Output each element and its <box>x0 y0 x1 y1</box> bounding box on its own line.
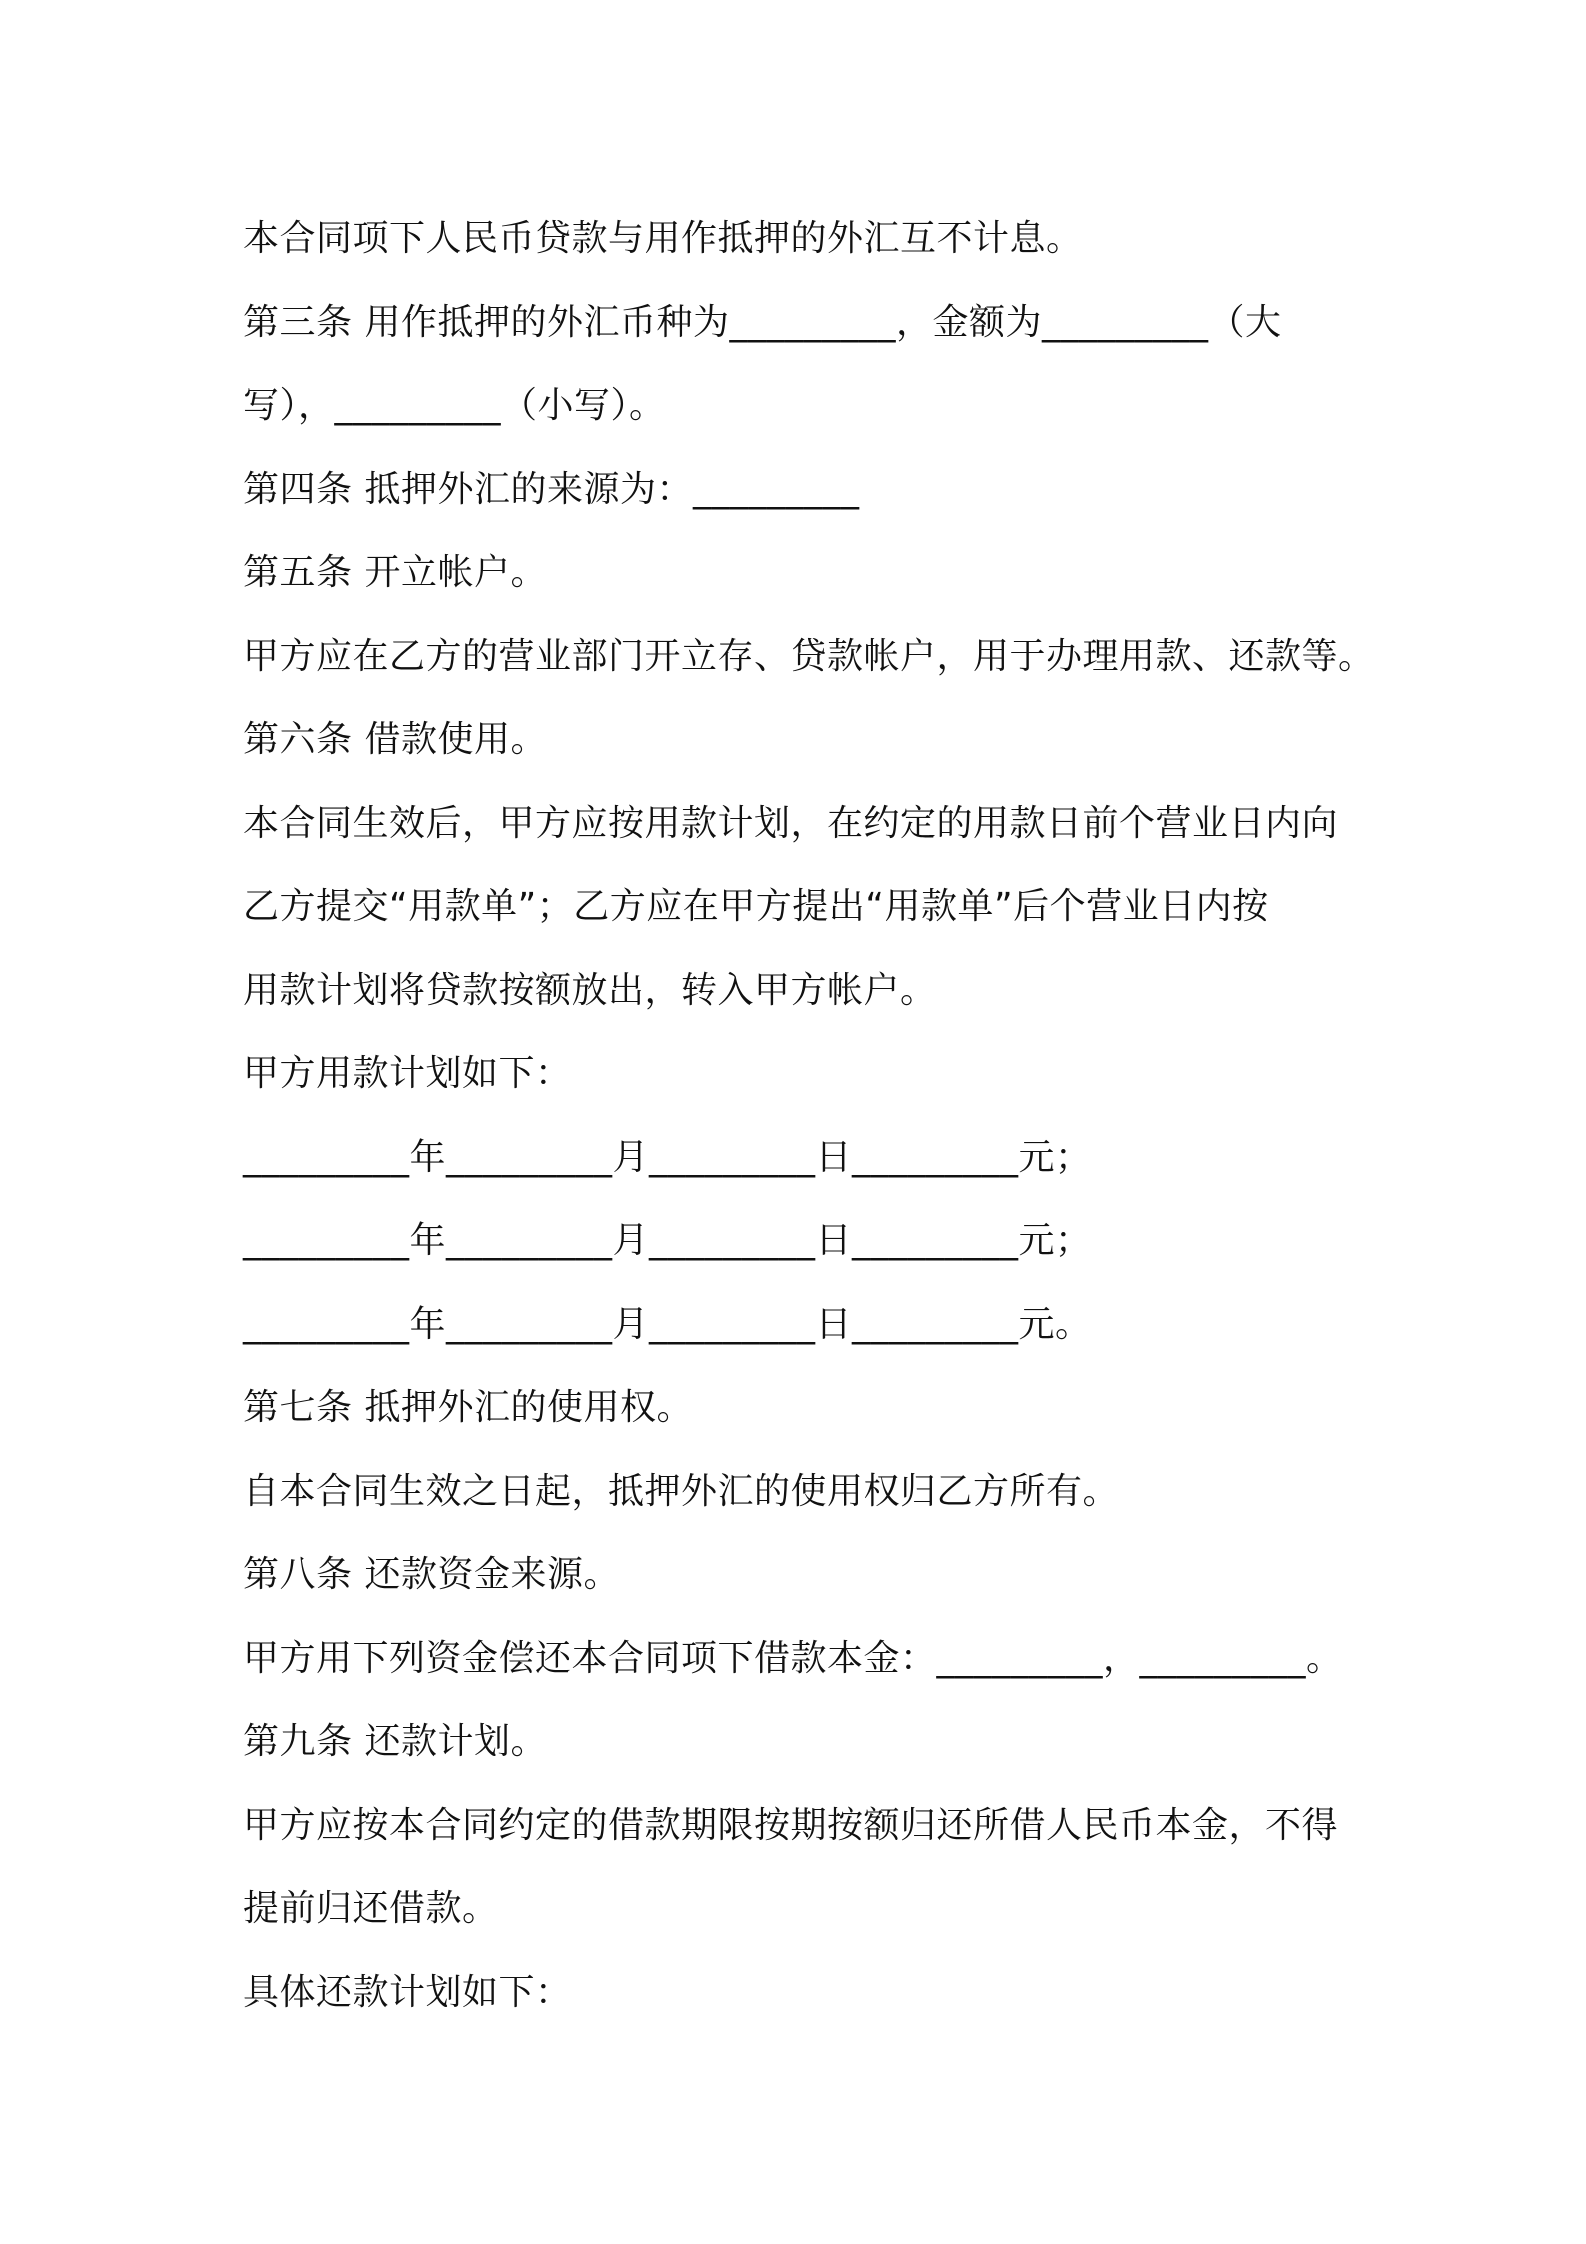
loan-plan-row-2: _________年_________月_________日_________元； <box>243 1220 1092 1261</box>
article-7-heading: 第七条 抵押外汇的使用权。 <box>243 1387 693 1428</box>
document-body <box>243 197 1375 2034</box>
loan-plan-row-3: _________年_________月_________日_________元。 <box>243 1303 1092 1345</box>
article-9-heading: 第九条 还款计划。 <box>243 1721 547 1762</box>
repayment-plan-heading: 具体还款计划如下： <box>243 1971 572 2013</box>
article-5-text: 甲方应在乙方的营业部门开立存、贷款帐户，用于办理用款、还款等。 <box>243 635 1375 677</box>
text-line-interest: 本合同项下人民币贷款与用作抵押的外汇互不计息。 <box>243 218 1083 259</box>
article-5-heading: 第五条 开立帐户。 <box>243 552 547 593</box>
article-3-currency-amount: 第三条 用作抵押的外汇币种为_________，金额为_________（大 <box>243 301 1282 343</box>
article-4-source: 第四条 抵押外汇的来源为：_________ <box>243 468 860 510</box>
article-6-heading: 第六条 借款使用。 <box>243 719 547 760</box>
article-9-text-2: 提前归还借款。 <box>243 1888 499 1929</box>
loan-plan-heading: 甲方用款计划如下： <box>243 1053 572 1094</box>
article-8-heading: 第八条 还款资金来源。 <box>243 1554 620 1595</box>
loan-plan-row-1: _________年_________月_________日_________元； <box>243 1136 1092 1178</box>
article-6-text-3: 用款计划将贷款按额放出，转入甲方帐户。 <box>243 969 937 1011</box>
article-7-text: 自本合同生效之日起，抵押外汇的使用权归乙方所有。 <box>243 1470 1120 1512</box>
article-8-text: 甲方用下列资金偿还本合同项下借款本金：_________，_________。 <box>243 1637 1343 1679</box>
article-6-text-2: 乙方提交“用款单”；乙方应在甲方提出“用款单”后个营业日内按 <box>243 886 1269 927</box>
article-6-text-1: 本合同生效后，甲方应按用款计划，在约定的用款日前个营业日内向 <box>243 802 1339 844</box>
article-3-continued: 写），_________（小写）。 <box>243 385 666 426</box>
article-9-text-1: 甲方应按本合同约定的借款期限按期按额归还所借人民币本金，不得 <box>243 1804 1339 1846</box>
